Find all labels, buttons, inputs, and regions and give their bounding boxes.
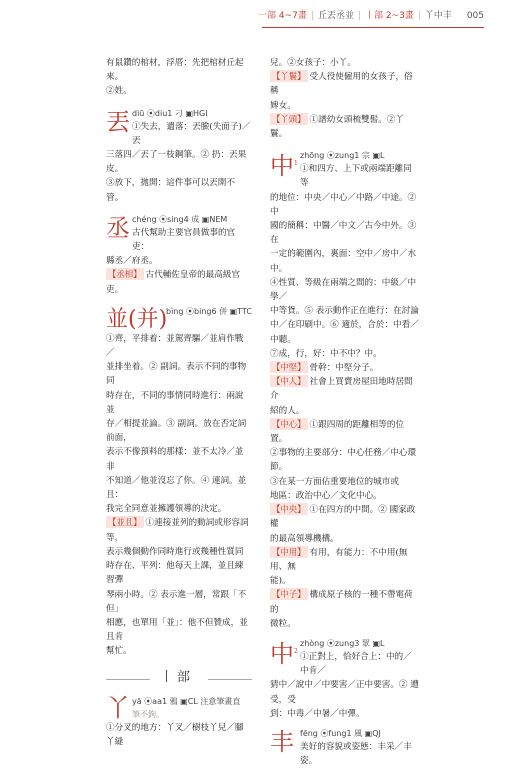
headword-bing: 並(并): [106, 306, 168, 332]
pron-zhong1: zhōng ⦿zung1 宗 ▣L: [300, 151, 385, 161]
pron-ya: yā ⦿aa1 鴉 ▣CL 注意筆畫直: [132, 696, 241, 706]
def-bing-5: 表示不像預料的那樣：並不太冷／並非: [106, 447, 244, 472]
def-bing-1: ①齊，平排着：並駕齊驅／並肩作戰／: [106, 333, 244, 359]
headword-ya: 丫: [106, 693, 130, 722]
sub-text-yahuan: 受人役使僱用的女孩子，俗稱: [270, 72, 413, 97]
def-bing-6: 不知道／他並沒忘了你。④ 連詞。並且：: [106, 475, 247, 501]
def-zhong1-1: ①和四方、上下或兩端距離同等: [300, 164, 412, 189]
sub-label-zhongren: 【中人】: [272, 376, 306, 387]
sub-text-zhongjian: 骨幹：中堅分子。: [309, 363, 379, 374]
sub-text-zhongren: 社會上買賣房屋田地時居間介: [270, 377, 413, 402]
def-zhong1-7: 中／在印刷中。⑥ 適於，合於：中看／中聽。: [270, 320, 419, 345]
entry-ya: [106, 695, 252, 749]
sub-text-zhongyong-2: 能)。: [270, 576, 291, 587]
entry-cheng: [106, 213, 252, 297]
sub-label-zhongjian: 【中堅】: [272, 362, 306, 373]
def-zhong2-2: 猜中／說中／中要害／正中要害。② 遭受，受: [270, 680, 419, 705]
entry-bing: [106, 305, 252, 659]
sub-text-zhongxin-3: ③在某一方面佔重要地位的城市或: [270, 476, 399, 487]
sub-label-zhongzi: 【中子】: [272, 589, 306, 600]
sub-bingqie-6: 幫忙。: [106, 646, 132, 657]
header-section-3: 丨部 2~3畫: [365, 11, 414, 21]
headword-zhong1: 中$^1$: [270, 152, 298, 181]
def-zhong2-1: ①正對上，恰好合上：中的／中肯／: [300, 651, 412, 677]
right-column: [270, 56, 420, 768]
radical-rule-left: [106, 679, 150, 680]
sub-text-zhongxin: ①跟四周的距離相等的位置。: [270, 419, 405, 445]
sub-label-zhongxin: 【中心】: [272, 418, 306, 429]
left-column: [106, 56, 252, 749]
def-cheng-2: 縣丞／府丞。: [106, 256, 158, 267]
sub-label-yahuan: 【丫鬟】: [272, 71, 306, 82]
pron-zhong2: zhòng ⦿zung3 眾 ▣L: [300, 638, 385, 648]
sub-text-zhongren-2: 紹的人。: [270, 405, 305, 416]
sub-text-chengxiang: 古代輔佐皇帝的最高級官吏。: [106, 270, 241, 295]
continuation-right: 兒。②女孩子：小丫。: [270, 58, 356, 68]
entry-zhong2: [270, 637, 420, 721]
running-header: [0, 8, 520, 24]
def-diu-3: ③放下，拋開：這件事可以丟開不管。: [106, 178, 235, 203]
header-text: 一部 4~7畫 | 丘丟丞並 | 丨部 2~3畫 | 丫中丰 005: [258, 11, 484, 21]
entry-zhong1: [270, 149, 420, 631]
def-diu-1: ①失去，遺落：丟臉(失面子)／丟: [132, 121, 251, 146]
pron-diu: diū ⦿diu1 刁 ▣HGI: [132, 108, 208, 118]
def-zhong1-4: 一定的範圍內，裏面：空中／房中／水中。: [270, 249, 417, 274]
headword-diu: 丟: [106, 107, 130, 136]
def-zhong1-6: 中等貨。⑤ 表示動作正在進行：在討論: [270, 306, 419, 317]
pron-bing: bìng ⦿bing6 併 ▣TTC: [166, 306, 252, 316]
def-zhong1-5: ④性質、等級在兩端之間的：中級／中學／: [270, 277, 417, 303]
def-bing-7: 我完全同意並擁護領導的決定。: [106, 504, 227, 515]
def-ya: ①分叉的地方：丫叉／樹枝丫兒／腳丫縫: [106, 722, 244, 747]
sub-bingqie-4: 琴兩小時。② 表示進一層，常跟「不但」: [106, 589, 247, 614]
entry-feng: [270, 727, 420, 768]
def-cheng-1: 古代幫助主要官員做事的官吏：: [132, 227, 236, 253]
page-number: 005: [466, 11, 484, 21]
def-bing-3: 時存在，不同的事情同時進行：兩說並: [106, 390, 244, 415]
headword-cheng: 丞: [106, 213, 130, 242]
def-zhong2-3: 到：中毒／中暑／中彈。: [270, 708, 365, 719]
sub-label-zhongyong: 【中用】: [272, 546, 306, 557]
def-diu-2: 三落四／丟了一枝鋼筆。② 扔：丟果皮。: [106, 150, 247, 175]
sub-text-zhongxin-4: 地區：政治中心／文化中心。: [270, 490, 382, 501]
sub-text-zhongzi: 構成原子核的一種不帶電荷的: [270, 590, 413, 615]
sub-text-zhongzi-2: 微粒。: [270, 618, 296, 629]
def-feng: 美好的容貌或姿態：丰采／丰姿。: [300, 741, 412, 767]
pron-feng: fēng ⦿fung1 風 ▣QJ: [300, 728, 381, 738]
headword-feng: 丰: [270, 727, 294, 756]
pron-cheng: chéng ⦿sing4 成 ▣NEM: [132, 214, 228, 224]
radical-divider: [106, 667, 252, 693]
sub-label-zhongyang: 【中央】: [272, 504, 306, 515]
header-rule: [262, 27, 484, 28]
def-bing-4: 存／相提並論。③ 副詞。放在否定詞前面，: [106, 419, 247, 444]
sub-text-zhongyang-2: 的最高領導機構。: [270, 533, 339, 544]
sub-bingqie-5: 相應，也單用「並」：他不但贊成，並且肯: [106, 617, 248, 643]
sub-bingqie-2: 表示幾個動作同時進行或幾種性質同: [106, 546, 244, 557]
header-section-4: 丫中丰: [424, 11, 452, 21]
sub-text-yahuan-2: 婢女。: [270, 100, 296, 111]
entry-diu: [106, 107, 252, 205]
continuation-end: ②姓。: [106, 86, 132, 97]
pron-ya-note: 筆不鉤。: [132, 709, 164, 719]
sub-label-chengxiang: 【丞相】: [108, 269, 142, 280]
sub-label-bingqie: 【並且】: [108, 517, 142, 528]
header-section-1: 一部 4~7畫: [258, 11, 307, 21]
sub-text-zhongyong: 有用，有能力：不中用(無用、無: [270, 547, 408, 572]
def-zhong1-3: 國的簡稱：中醫／中文／古今中外。③ 在: [270, 221, 417, 246]
sub-text-zhongyang: ①在四方的中間。② 國家政權: [270, 505, 416, 530]
header-section-2: 丘丟丞並: [317, 11, 354, 21]
def-bing-2: 並排坐着。② 副詞。表示不同的事物同: [106, 362, 247, 387]
sub-bingqie-1: ①連接並列的動詞或形容詞等，: [106, 518, 249, 543]
sub-text-yatou: ①譜幼女頭梳雙髻。②丫鬟。: [270, 114, 405, 140]
def-zhong1-8: ⑦成，行，好：中不中？中。: [270, 348, 382, 359]
continuation-text: 有鼠鑽的棺材，浮厝：先把棺材丘起來。: [106, 58, 244, 83]
sub-label-yatou: 【丫頭】: [272, 113, 306, 124]
sub-bingqie-3: 時存在、平列：他每天上課，並且練習彈: [106, 561, 244, 586]
def-zhong1-2: 的地位：中央／中心／中路／中途。② 中: [270, 192, 417, 217]
headword-zhong2: 中$^2$: [270, 639, 298, 668]
sub-text-zhongxin-2: ②事物的主要部分：中心任務／中心環節。: [270, 448, 417, 473]
radical-rule-right: [208, 679, 252, 680]
radical-label: 丨部: [160, 669, 195, 685]
